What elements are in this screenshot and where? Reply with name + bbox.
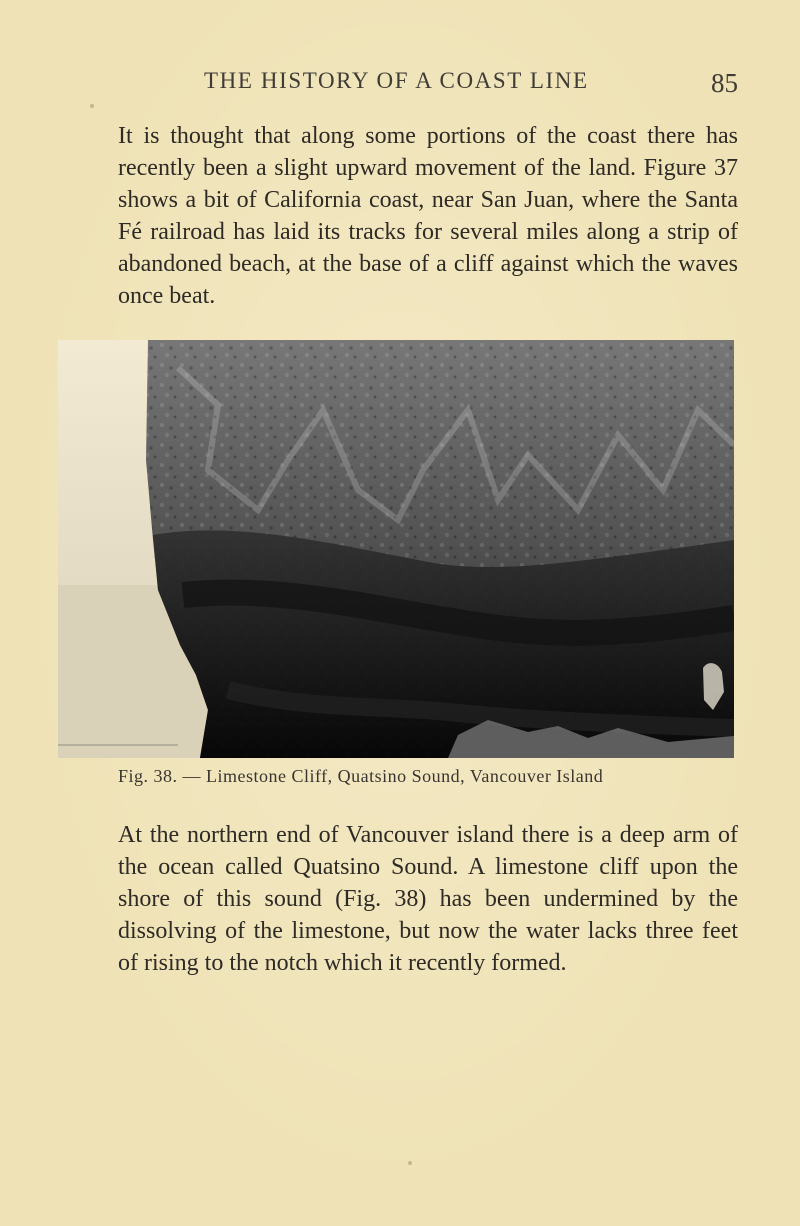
paragraph-quatsino-sound: At the northern end of Vancouver island there is a deep arm of the ocean called Quatsino Sound. A limestone cliff upon the shore of this sound (Fig. 38) has been undermined by the dissolving of the limestone, but now the water lacks three feet of rising to the notch which it recently formed.	[118, 822, 738, 976]
page-number: 85	[711, 68, 738, 98]
page-smudge	[408, 1161, 412, 1165]
limestone-cliff-photo	[58, 340, 734, 758]
paragraph-coast-uplift: It is thought that along some portions of the coast there has recently been a slight upward movement of the land. Figure 37 shows a bit of California coast, near San Juan, where the Santa Fé railroad has laid its tracks for several miles along a strip of abandoned beach, at the base of a cliff against which the waves once beat.	[118, 123, 738, 309]
running-title: THE HISTORY OF A COAST LINE	[204, 68, 589, 93]
figure-caption: Fig. 38. — Limestone Cliff, Quatsino Sound, Vancouver Island	[118, 766, 604, 786]
page-smudge	[90, 104, 94, 108]
running-header	[118, 68, 738, 104]
cliff-photo-illustration	[58, 340, 734, 758]
